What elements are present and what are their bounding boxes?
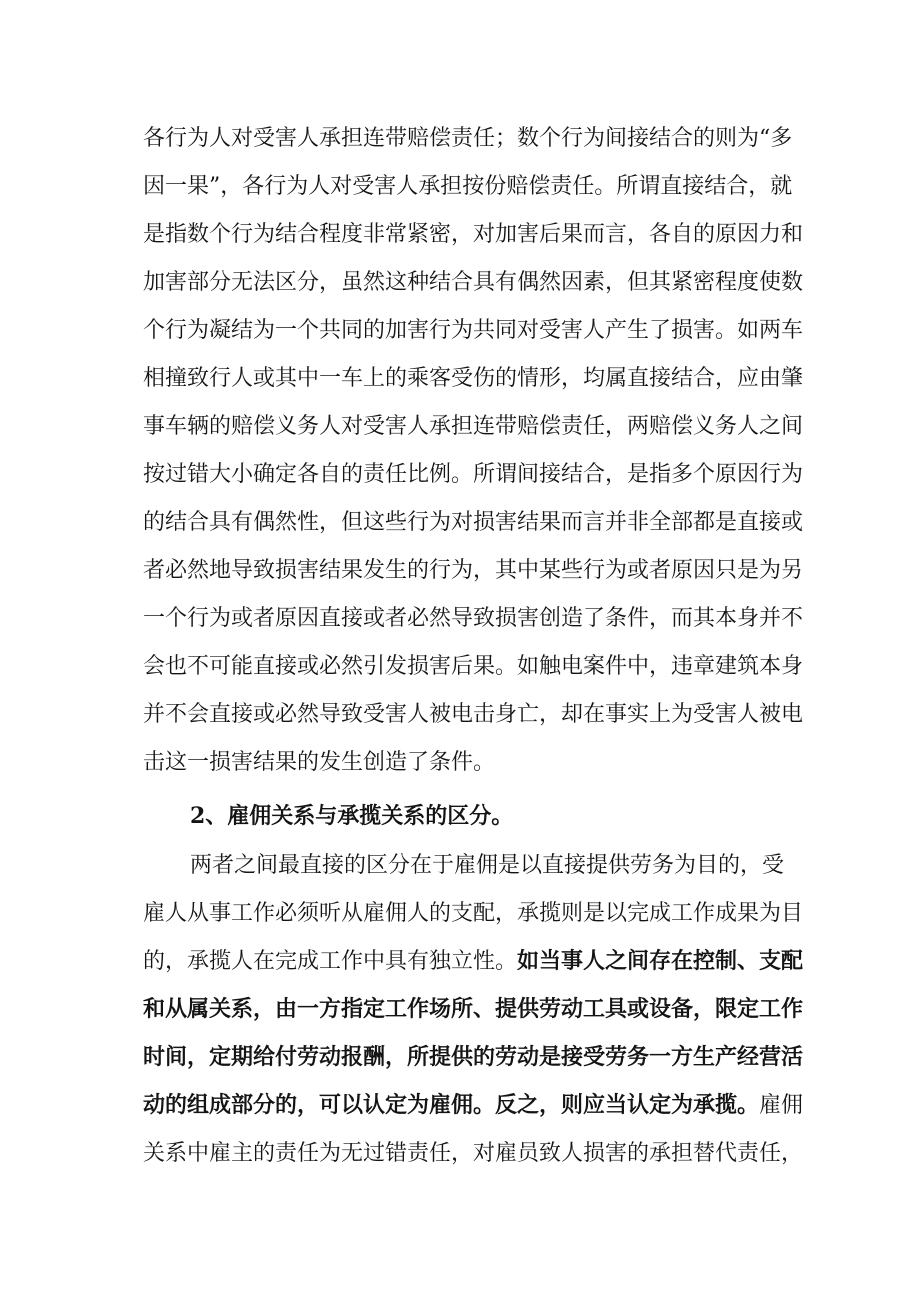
paragraph-text: 雇佣 [759,1093,804,1118]
paragraph-line: 个行为凝结为一个共同的加害行为共同对受害人产生了损害。如两车 [143,318,804,343]
paragraph-line: 雇人从事工作必须听从雇佣人的支配，承揽则是以完成工作成果为目 [143,901,804,926]
bold-paragraph-line: 和从属关系，由一方指定工作场所、提供劳动工具或设备，限定工作 [143,997,804,1022]
paragraph-line: 加害部分无法区分，虽然这种结合具有偶然因素，但其紧密程度使数 [143,270,804,295]
paragraph-line: 一个行为或者原因直接或者必然导致损害创造了条件，而其本身并不 [143,606,804,631]
section-heading: 2、雇佣关系与承揽关系的区分。 [190,803,514,829]
bold-text: 如当事人之间存在控制、支配 [517,949,804,974]
paragraph-line: 者必然地导致损害结果发生的行为，其中某些行为或者原因只是为另 [143,558,804,583]
paragraph-line [143,942,804,982]
bold-text: 动的组成部分的，可以认定为雇佣。反之，则应当认定为承揽。 [143,1093,760,1118]
paragraph-line: 各行为人对受害人承担连带赔偿责任；数个行为间接结合的则为“多 [143,126,793,151]
paragraph-line [143,1086,804,1126]
paragraph-line: 两者之间最直接的区分在于雇佣是以直接提供劳务为目的，受 [190,853,785,878]
paragraph-line: 按过错大小确定各自的责任比例。所谓间接结合，是指多个原因行为 [143,462,804,487]
paragraph-line: 事车辆的赔偿义务人对受害人承担连带赔偿责任，两赔偿义务人之间 [143,414,804,439]
paragraph-line: 会也不可能直接或必然引发损害后果。如触电案件中，违章建筑本身 [143,654,804,679]
paragraph-line: 相撞致行人或其中一车上的乘客受伤的情形，均属直接结合，应由肇 [143,366,804,391]
paragraph-line: 并不会直接或必然导致受害人被电击身亡，却在事实上为受害人被电 [143,702,804,727]
paragraph-line: 的结合具有偶然性，但这些行为对损害结果而言并非全部都是直接或 [143,510,804,535]
paragraph-text: 的，承揽人在完成工作中具有独立性。 [143,949,518,974]
bold-paragraph-line: 时间，定期给付劳动报酬，所提供的劳动是接受劳务一方生产经营活 [143,1045,804,1070]
paragraph-line: 是指数个行为结合程度非常紧密，对加害后果而言，各自的原因力和 [143,222,804,247]
paragraph-line: 因一果”，各行为人对受害人承担按份赔偿责任。所谓直接结合，就 [143,174,793,199]
paragraph-line: 关系中雇主的责任为无过错责任，对雇员致人损害的承担替代责任， [143,1141,804,1166]
paragraph-line: 击这一损害结果的发生创造了条件。 [143,750,496,775]
